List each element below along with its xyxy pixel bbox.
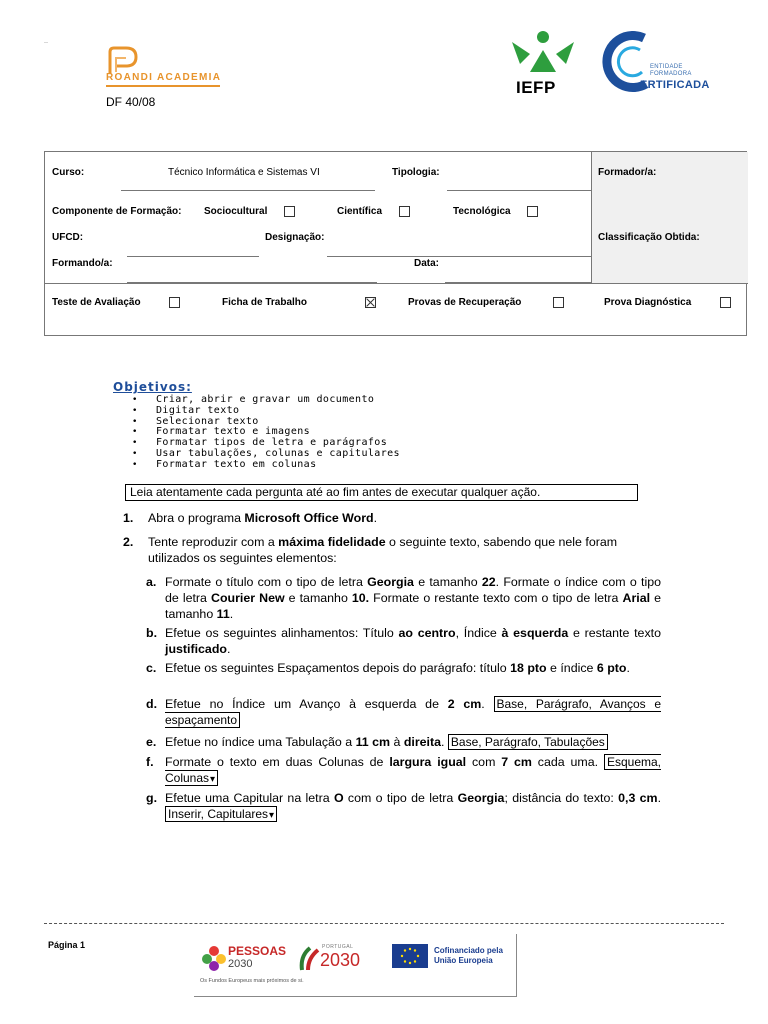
cert-big-text: ERTIFICADA	[640, 79, 710, 91]
q-bold: Microsoft Office Word	[244, 511, 374, 525]
eu-line-2: União Europeia	[434, 956, 493, 965]
header-dash-mark: --	[44, 40, 48, 46]
question-number: 1.	[123, 511, 134, 525]
s-text: , Índice	[455, 626, 502, 640]
portugal-year: 2030	[320, 950, 361, 970]
sub-number: c.	[146, 661, 157, 675]
question-2	[123, 534, 661, 566]
q-text: .	[373, 511, 378, 525]
s-bold: 10.	[351, 591, 370, 605]
cert-line-1: ENTIDADE	[650, 64, 683, 70]
menu-path-dropdown-tag: Esquema, Colunas ▾	[165, 754, 661, 786]
s-bold: 6 pto	[596, 661, 627, 675]
certified-entity-logo	[600, 28, 710, 94]
teste-avaliacao-label: Teste de Avaliação	[52, 297, 141, 308]
componente-label: Componente de Formação:	[52, 206, 182, 217]
s-text: com	[466, 755, 502, 769]
pessoas-flower-icon	[200, 944, 228, 972]
s-bold: à esquerda	[501, 626, 569, 640]
menu-path-dropdown-tag: Inserir, Capitulares ▾	[165, 806, 277, 822]
question-number: 2.	[123, 535, 134, 549]
s-text: Efetue no Índice um Avanço à esquerda de	[165, 697, 448, 711]
s-text: e índice	[546, 661, 597, 675]
ufcd-label: UFCD:	[52, 232, 84, 243]
s-bold: Georgia	[457, 791, 505, 805]
eu-cofinanced-text	[434, 946, 503, 966]
formador-cell	[591, 152, 748, 232]
s-bold: largura igual	[389, 755, 467, 769]
s-bold: 22	[481, 575, 496, 589]
s-text: à	[390, 735, 404, 749]
q-text: Abra o programa	[148, 511, 245, 525]
objective-item: • Selecionar texto	[132, 417, 400, 428]
curso-label: Curso:	[52, 167, 85, 178]
s-bold: Georgia	[367, 575, 414, 589]
sociocultural-label: Sociocultural	[204, 206, 268, 217]
subquestion-d	[146, 696, 661, 728]
s-text: Efetue os seguintes alinhamentos: Título	[165, 626, 399, 640]
subquestion-b	[146, 625, 661, 657]
s-text: .	[481, 697, 494, 711]
objectives-list	[132, 395, 400, 471]
sociocultural-checkbox[interactable]	[284, 206, 295, 217]
s-bold: 18 pto	[510, 661, 547, 675]
iefp-emblem-icon	[506, 28, 580, 78]
s-text: ; distância do texto:	[504, 791, 619, 805]
curso-underline	[121, 190, 375, 191]
instructions-notice: Leia atentamente cada pergunta até ao fim antes de executar qualquer ação.	[125, 484, 638, 501]
iefp-logo-text: IEFP	[516, 78, 556, 97]
sub-number: g.	[146, 791, 158, 805]
sub-number: d.	[146, 697, 158, 711]
s-text: .	[657, 791, 662, 805]
cert-line-2: FORMADORA	[650, 71, 692, 77]
s-text: .	[441, 735, 448, 749]
provas-recuperacao-checkbox[interactable]	[553, 297, 564, 308]
s-bold: 7 cm	[501, 755, 532, 769]
s-bold: 11 cm	[355, 735, 391, 749]
subquestion-g	[146, 790, 662, 824]
s-bold: Arial	[622, 591, 651, 605]
funding-tagline: Os Fundos Europeus mais próximos de si.	[200, 978, 304, 984]
provas-recuperacao-label: Provas de Recuperação	[408, 297, 522, 308]
objectives-title: Objetivos:	[113, 380, 192, 394]
q-text: o seguinte texto, sabendo que nele foram utilizados os seguintes elementos:	[148, 535, 618, 565]
footer-dashed-rule	[44, 923, 724, 924]
s-text: . Formate o índice com o tipo de letra	[165, 575, 661, 605]
s-text: cada uma.	[531, 755, 604, 769]
s-text: e tamanho	[413, 575, 482, 589]
sub-number: f.	[146, 755, 154, 769]
q-bold: máxima fidelidade	[278, 535, 386, 549]
s-bold: ao centro	[398, 626, 456, 640]
ficha-trabalho-checkbox-checked[interactable]	[365, 297, 376, 308]
menu-path-tag: Base, Parágrafo, Avanços e espaçamento	[165, 697, 661, 727]
pessoas-year: 2030	[228, 958, 253, 970]
s-text: e tamanho	[165, 591, 661, 621]
s-text: Efetue os seguintes Espaçamentos depois do parágrafo: título	[165, 661, 511, 675]
page-number: Página 1	[48, 940, 86, 950]
formando-label: Formando/a:	[52, 258, 113, 269]
q-text: Tente reproduzir com a	[148, 535, 279, 549]
menu-path-tag: Base, Parágrafo, Tabulações	[448, 734, 608, 750]
s-text: Efetue no índice uma Tabulação a	[165, 735, 356, 749]
eu-flag-icon	[392, 944, 428, 968]
s-bold: Courier New	[211, 591, 285, 605]
roandi-logo-text: ROANDI ACADEMIA	[106, 72, 222, 83]
s-text: .	[229, 607, 234, 621]
form-row-divider	[45, 283, 747, 284]
data-label: Data:	[414, 258, 440, 269]
eu-stars-icon	[392, 944, 428, 968]
cientifica-label: Científica	[337, 206, 383, 217]
roandi-logo-underline	[106, 85, 220, 87]
s-bold: justificado	[165, 642, 227, 656]
eu-line-1: Cofinanciado pela	[434, 946, 503, 955]
pessoas-text: PESSOAS	[228, 944, 287, 958]
s-text: Formate o restante texto com o tipo de letra	[369, 591, 623, 605]
subquestion-c	[146, 660, 661, 676]
question-1	[123, 510, 668, 526]
sub-number: a.	[146, 575, 157, 589]
tecnologica-checkbox[interactable]	[527, 206, 538, 217]
s-text: e tamanho	[284, 591, 352, 605]
sub-number: e.	[146, 735, 157, 749]
s-text: com o tipo de letra	[343, 791, 458, 805]
funding-logos	[194, 934, 517, 997]
objective-item: • Formatar texto em colunas	[132, 460, 400, 471]
objective-item: • Formatar tipos de letra e parágrafos	[132, 438, 400, 449]
subquestion-f	[146, 754, 661, 788]
s-text: Efetue uma Capitular na letra	[165, 791, 334, 805]
s-text: Formate o texto em duas Colunas de	[165, 755, 390, 769]
objective-item: • Digitar texto	[132, 406, 400, 417]
prova-diagnostica-checkbox[interactable]	[720, 297, 731, 308]
s-text: .	[226, 642, 231, 656]
subquestion-e	[146, 734, 661, 750]
portugal-2030-icon	[298, 946, 322, 974]
cientifica-checkbox[interactable]	[399, 206, 410, 217]
objective-item: • Usar tabulações, colunas e capitulares	[132, 449, 400, 460]
designacao-underline[interactable]	[327, 256, 591, 257]
tipologia-underline[interactable]	[447, 190, 591, 191]
tipologia-label: Tipologia:	[392, 167, 440, 178]
course-info-form	[44, 151, 747, 336]
objective-item: • Formatar texto e imagens	[132, 427, 400, 438]
teste-avaliacao-checkbox[interactable]	[169, 297, 180, 308]
objective-item: • Criar, abrir e gravar um documento	[132, 395, 400, 406]
curso-value[interactable]: Técnico Informática e Sistemas VI	[168, 167, 320, 178]
s-text: Formate o título com o tipo de letra	[165, 575, 368, 589]
formador-label: Formador/a:	[598, 167, 657, 178]
sub-number: b.	[146, 626, 158, 640]
iefp-logo	[506, 28, 580, 98]
prova-diagnostica-label: Prova Diagnóstica	[604, 297, 692, 308]
ficha-trabalho-label: Ficha de Trabalho	[222, 297, 308, 308]
roandi-academia-logo	[104, 46, 224, 90]
s-bold: O	[333, 791, 344, 805]
s-text: e restante texto	[568, 626, 661, 640]
s-bold: 2 cm	[447, 697, 482, 711]
classificacao-label: Classificação Obtida:	[598, 232, 700, 243]
portugal-small-text: PORTUGAL	[322, 944, 354, 950]
s-bold: direita	[403, 735, 442, 749]
ufcd-underline[interactable]	[127, 256, 259, 257]
tecnologica-label: Tecnológica	[453, 206, 511, 217]
subquestion-a	[146, 574, 661, 622]
s-bold: 11	[216, 607, 230, 621]
document-code: DF 40/08	[106, 95, 156, 109]
s-text: .	[626, 661, 630, 675]
cert-small-text	[650, 64, 692, 78]
s-bold: 0,3 cm	[618, 791, 658, 805]
designacao-label: Designação:	[265, 232, 325, 243]
